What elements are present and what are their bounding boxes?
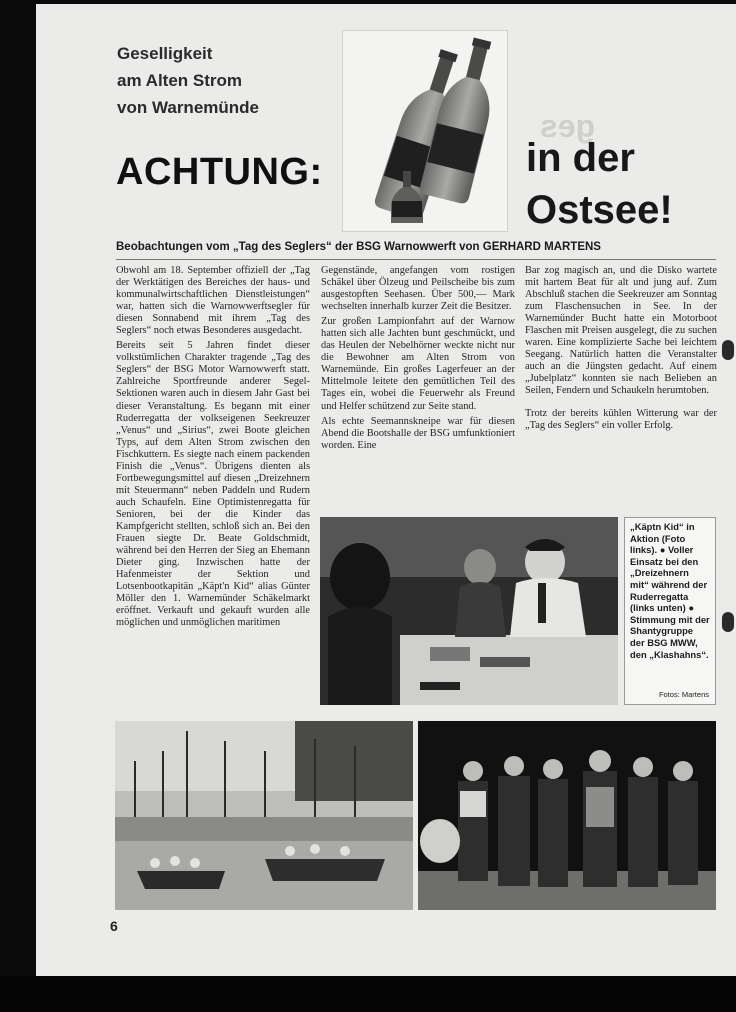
headline-right-line: in der bbox=[526, 136, 635, 180]
market-photo bbox=[320, 517, 618, 705]
subtitle-line: am Alten Strom bbox=[117, 71, 243, 90]
paragraph: Gegenstände, angefangen vom rostigen Schäkel über Ölzeug und Peilscheibe bis zum ausgestopften Seehasen. Über 500,— Mark wechselten innerhalb kurzer Zeit die Besitzer. bbox=[321, 265, 515, 313]
bleed-through-text: ges bbox=[540, 108, 596, 144]
subtitle-line: Geselligkeit bbox=[117, 44, 213, 63]
article-column-1 bbox=[116, 265, 310, 632]
headline-right-line: Ostsee! bbox=[526, 188, 673, 232]
byline: Beobachtungen vom „Tag des Seglers“ der BSG Warnowwerft von GERHARD MARTENS bbox=[116, 241, 601, 253]
subtitle bbox=[117, 40, 327, 121]
photo-credit: Fotos: Martens bbox=[658, 690, 709, 700]
bottles-illustration bbox=[343, 31, 507, 231]
shanty-scene-illustration bbox=[418, 721, 716, 910]
paragraph: Trotz der bereits kühlen Witterung war der „Tag des Seglers“ ein voller Erfolg. bbox=[525, 407, 717, 431]
paragraph: Bereits seit 5 Jahren findet dieser volkstümlichen Charakter tragende „Tag des Seglers“ der BSG Motor Warnowwerft statt. Zahlreiche Sportfreunde anderer Segel-Sektionen waren auch in diesem Jahr Gast bei dieser Veranstaltung. Es begann mit einer Ruderregatta der volkseigenen Seekreuzer „Venus“ und „Sirius“, zwei Boote gleichen Typs, auf dem Alten Strom zwischen den Fischkuttern. Es siegte nach einem packenden Finish die „Venus“. Übrigens dienten als Fortbewegungsmittel auf diesen „Dreizehnern mit Steuermann“ neben Paddeln und Rudern auch Schaufeln. Eine Optimistenregatta für Senioren, bei der die Kinder das Kampfgericht stellten, schloß sich an. Bei den Frauen siegte Dr. Beate Goldschmidt, während bei den Herren der Sieg an Ehemann Dieter ging. Inzwischen hatte der Hafenmeister der Sektion und Lotsenbootkapitän „Käpt'n Kid“ alias Günter Möller den 1. Warnemünder Schäkelmarkt eröffnet. Verkauft und gekauft wurden alle möglichen und unmöglichen maritimen bbox=[116, 340, 310, 629]
paragraph: Zur großen Lampionfahrt auf der Warnow hatten sich alle Jachten bunt geschmückt, und das Heulen der Nebelhörner weckte nicht nur die Bewohner am Alten Strom von Warnemünde. Ein großes Lagerfeuer an der Mittelmole leitete den gemütlichen Teil des Tages ein, wobei die Feuerwehr als Freund und Helfer schützend zur Seite stand. bbox=[321, 316, 515, 412]
headline-right bbox=[526, 132, 706, 236]
harbour-scene-illustration bbox=[115, 721, 413, 910]
page-number: 6 bbox=[110, 918, 118, 934]
shanty-group-photo bbox=[418, 721, 716, 910]
regatta-photo bbox=[115, 721, 413, 910]
headline-left: ACHTUNG: bbox=[116, 151, 323, 193]
binding-hole bbox=[722, 340, 734, 360]
paragraph: Als echte Seemannskneipe war für diesen Abend die Bootshalle der BSG umfunktioniert worden. Eine bbox=[321, 415, 515, 451]
scan-shadow bbox=[0, 976, 736, 1012]
binding-hole bbox=[722, 612, 734, 632]
paragraph: Obwohl am 18. September offiziell der „Tag der Werktätigen des Bereiches der haus- und kommunalwirtschaftlichen Dienstleistungen“ war, hatten sich die Warnowwerftsegler für diesen Sonnabend mit ihrem „Tag des Seglers“ noch etwas Besonderes ausgedacht. bbox=[116, 265, 310, 337]
bottles-photo bbox=[342, 30, 508, 232]
article-column-2 bbox=[321, 265, 515, 455]
article-column-3 bbox=[525, 265, 717, 435]
divider bbox=[116, 259, 716, 260]
caption-text: „Käptn Kid“ in Aktion (Foto links). ● Voller Einsatz bei den „Dreizehnern mit“ während der Ruderregatta (links unten) ● Stimmung mit der Shantygruppe der BSG MWW, den „Klashahns“. bbox=[630, 521, 710, 660]
subtitle-line: von Warnemünde bbox=[117, 98, 259, 117]
market-scene-illustration bbox=[320, 517, 618, 705]
paragraph: Bar zog magisch an, und die Disko wartete mit hartem Beat für alt und jung auf. Zum Abschluß stachen die Seekreuzer am Sonntag zum Flaschensuchen in See. In der Warnemünder Bucht hatte ein Motorboot Flaschen mit Preisen ausgelegt, die zu suchen waren. Eine komplizierte Sache bei leichtem Seegang. Natürlich hatten die Veranstalter auch an die Jüngsten gedacht. Auf einem „Jubelplatz“ konnten sie nach Belieben an Seilen, Fendern und Schaukeln herumtoben. bbox=[525, 265, 717, 397]
photo-caption bbox=[624, 517, 716, 705]
